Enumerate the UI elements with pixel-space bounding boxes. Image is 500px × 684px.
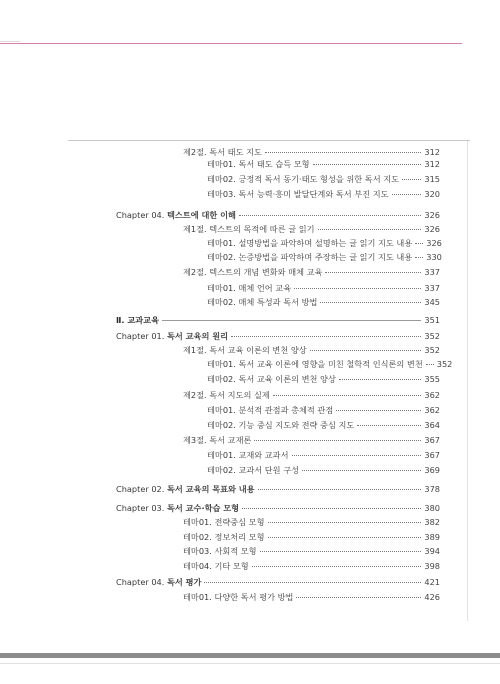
- dot-leader: [268, 537, 422, 538]
- dot-leader: [292, 455, 422, 456]
- header-accent-line: [0, 43, 462, 44]
- page-number: 398: [424, 561, 440, 571]
- page-number: 345: [424, 297, 440, 307]
- toc-entry[interactable]: [207, 419, 440, 431]
- toc-entry[interactable]: [183, 389, 440, 401]
- dot-leader: [336, 410, 421, 411]
- dot-leader: [320, 302, 421, 303]
- toc-entry[interactable]: [207, 449, 440, 461]
- dot-leader: [392, 194, 422, 195]
- toc-entry[interactable]: [116, 502, 440, 514]
- toc-entry[interactable]: [116, 330, 440, 342]
- toc-theme-label: 테마02. 교과서 단원 구성: [207, 465, 300, 475]
- toc-chapter-label: [116, 483, 255, 495]
- toc-theme-label: 테마01. 설명방법을 파악하며 설명하는 글 읽기 지도 내용: [207, 238, 413, 248]
- toc-entry[interactable]: [183, 344, 440, 356]
- toc-entry[interactable]: [207, 373, 440, 385]
- dot-leader: [242, 508, 421, 509]
- dot-leader: [426, 364, 434, 365]
- toc-entry[interactable]: [207, 464, 440, 476]
- toc-entry[interactable]: [183, 545, 440, 557]
- toc-entry[interactable]: [116, 483, 440, 495]
- dot-leader: [402, 179, 421, 180]
- dot-leader: [296, 597, 421, 598]
- dot-leader: [325, 272, 421, 273]
- toc-part-label: Ⅱ. 교과교육: [116, 315, 159, 325]
- dot-leader: [239, 215, 421, 216]
- toc-section-label: 제2절. 텍스트의 개념 변화와 매체 교육: [183, 267, 323, 277]
- page-number: 394: [424, 546, 440, 556]
- toc-theme-label: 테마03. 사회적 모형: [183, 546, 257, 556]
- toc-section-label: 제2절. 독서 지도의 실제: [183, 390, 270, 400]
- chapter-number: Chapter 01.: [116, 331, 165, 341]
- page-number: 320: [424, 189, 440, 199]
- page-number: 315: [424, 174, 440, 184]
- page-number: 369: [424, 465, 440, 475]
- dot-leader: [339, 379, 422, 380]
- toc-chapter-label: [116, 576, 201, 588]
- dot-leader: [268, 522, 422, 523]
- toc-entry[interactable]: [207, 404, 440, 416]
- dot-leader: [415, 257, 423, 258]
- toc-entry[interactable]: [116, 576, 440, 588]
- toc-entry[interactable]: [183, 591, 440, 603]
- page-number: 389: [424, 532, 440, 542]
- toc-entry[interactable]: [207, 251, 440, 263]
- dot-leader: [302, 470, 421, 471]
- toc-entry[interactable]: [183, 434, 440, 446]
- toc-entry[interactable]: [183, 266, 440, 278]
- toc-entry[interactable]: [207, 158, 440, 170]
- toc-theme-label: 테마01. 교재와 교과서: [207, 450, 289, 460]
- toc-theme-label: 테마01. 독서 태도 습득 모형: [207, 159, 310, 169]
- page-number: 367: [424, 450, 440, 460]
- toc-entry[interactable]: [183, 146, 440, 158]
- page-number: 330: [426, 252, 442, 262]
- toc-section-label: 제3절. 독서 교재론: [183, 435, 252, 445]
- toc-entry[interactable]: [116, 314, 440, 326]
- toc-chapter-label: [116, 502, 239, 514]
- page-number: 364: [424, 420, 440, 430]
- toc-section-label: 제1절. 텍스트의 목적에 따른 글 읽기: [183, 224, 315, 234]
- toc-theme-label: 테마02. 정보처리 모형: [183, 532, 265, 542]
- toc-entry[interactable]: [183, 516, 440, 528]
- page-number: 352: [424, 345, 440, 355]
- dot-leader: [254, 440, 421, 441]
- toc-entry[interactable]: [183, 560, 440, 572]
- page-number: 337: [424, 267, 440, 277]
- dot-leader: [313, 164, 422, 165]
- page-number: 421: [424, 577, 440, 587]
- page-number: 367: [424, 435, 440, 445]
- footer-rule: [0, 663, 500, 664]
- chapter-title: 독서 평가: [166, 577, 202, 587]
- page-number: 352: [424, 331, 440, 341]
- footer-band: [0, 653, 500, 658]
- toc-theme-label: 테마02. 매체 특성과 독서 방법: [207, 297, 318, 307]
- dot-leader: [265, 152, 421, 153]
- toc-theme-label: 테마02. 긍정적 독서 동기·태도 형성을 위한 독서 지도: [207, 174, 400, 184]
- page-number: 326: [426, 238, 442, 248]
- page-number: 337: [424, 283, 440, 293]
- dot-leader: [252, 566, 422, 567]
- chapter-title: 독서 교육의 목표와 내용: [166, 484, 255, 494]
- dot-leader: [231, 336, 421, 337]
- toc-theme-label: 테마01. 분석적 관점과 총체적 관점: [207, 405, 334, 415]
- toc-entry[interactable]: [116, 209, 440, 221]
- toc-theme-label: 테마01. 다양한 독서 평가 방법: [183, 592, 294, 602]
- toc-entry[interactable]: [207, 237, 440, 249]
- page-number: 380: [424, 503, 440, 513]
- page-number: 426: [424, 592, 440, 602]
- toc-chapter-label: [116, 209, 236, 221]
- toc-entry[interactable]: [207, 296, 440, 308]
- page-number: 362: [424, 390, 440, 400]
- header-rule: [0, 41, 20, 42]
- dot-leader: [162, 320, 421, 321]
- page-number: 355: [424, 374, 440, 384]
- page-number: 352: [436, 359, 453, 369]
- toc-entry[interactable]: [183, 531, 440, 543]
- toc-side-border: [467, 141, 468, 621]
- dot-leader: [260, 551, 422, 552]
- dot-leader: [204, 582, 421, 583]
- page-number: 312: [424, 147, 440, 157]
- dot-leader: [310, 350, 422, 351]
- page-number: 378: [424, 484, 440, 494]
- toc-theme-label: 테마01. 독서 교육 이론에 영향을 미친 철학적 인식론의 변천: [207, 359, 423, 369]
- toc-theme-label: 테마02. 독서 교육 이론의 변천 양상: [207, 374, 336, 384]
- toc-top-border: [68, 140, 470, 141]
- toc-theme-label: 테마04. 기타 모형: [183, 561, 249, 571]
- toc-entry[interactable]: [207, 358, 453, 370]
- dot-leader: [258, 489, 422, 490]
- toc-theme-label: 테마01. 매체 언어 교육: [207, 283, 292, 293]
- toc-theme-label: 테마02. 논증방법을 파악하며 주장하는 글 읽기 지도 내용: [207, 252, 413, 262]
- toc-theme-label: 테마01. 전략중심 모형: [183, 517, 265, 527]
- chapter-number: Chapter 03.: [116, 503, 165, 513]
- chapter-number: Chapter 04.: [116, 210, 165, 220]
- chapter-number: Chapter 04.: [116, 577, 165, 587]
- toc-chapter-label: [116, 330, 228, 342]
- dot-leader: [357, 425, 421, 426]
- toc-entry[interactable]: [207, 188, 440, 200]
- toc-entry[interactable]: [207, 282, 440, 294]
- toc-entry[interactable]: [183, 223, 440, 235]
- chapter-title: 텍스트에 대한 이해: [166, 210, 236, 220]
- toc-entry[interactable]: [207, 173, 440, 185]
- dot-leader: [294, 288, 421, 289]
- dot-leader: [318, 229, 422, 230]
- page-number: 382: [424, 517, 440, 527]
- dot-leader: [415, 243, 423, 244]
- page-number: 351: [424, 315, 440, 325]
- page-number: 326: [424, 224, 440, 234]
- chapter-title: 독서 교수·학습 모형: [166, 503, 240, 513]
- chapter-title: 독서 교육의 원리: [166, 331, 229, 341]
- toc-theme-label: 테마02. 기능 중심 지도와 전략 중심 지도: [207, 420, 355, 430]
- toc-section-label: 제1절. 독서 교육 이론의 변천 양상: [183, 345, 307, 355]
- page-number: 326: [424, 210, 440, 220]
- chapter-number: Chapter 02.: [116, 484, 165, 494]
- page-number: 312: [424, 159, 440, 169]
- toc-theme-label: 테마03. 독서 능력·흥미 발달단계와 독서 부진 지도: [207, 189, 389, 199]
- dot-leader: [273, 395, 422, 396]
- toc-section-label: 제2절. 독서 태도 지도: [183, 147, 262, 157]
- page-number: 362: [424, 405, 440, 415]
